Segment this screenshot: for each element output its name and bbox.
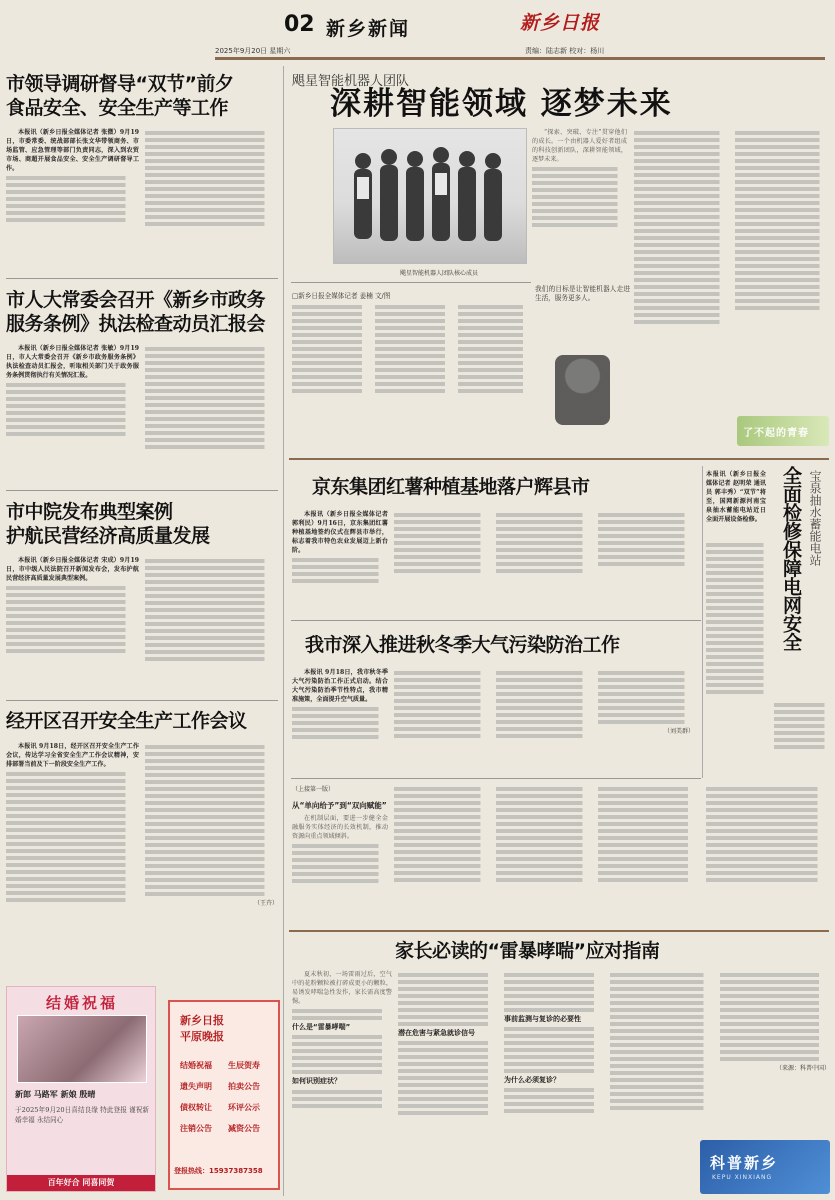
feature-headline: 深耕智能领域 逐梦未来 [330, 86, 673, 122]
power-lead [706, 470, 766, 536]
ad-footer: 百年好合 同喜同贺 [7, 1175, 155, 1191]
feature-col-2 [634, 128, 729, 428]
ad-paper-1: 新乡日报 [180, 1014, 224, 1027]
lead-paragraph: 本报讯 9月18日，经开区召开安全生产工作会议，传达学习全省安全生产工作会议精神，安排部署当前及下一阶段安全生产工作。 [6, 743, 139, 769]
lead-paragraph: 夏末秋初，一场雷雨过后，空气中的花粉颗粒被打碎成更小的颗粒，易诱发哮喘急性发作，家长需高度警惕。 [292, 971, 392, 1006]
paper-name-logo: 新乡日报 [520, 12, 601, 34]
ad-service-item: 债权转让 [180, 1103, 212, 1112]
thunder-headline: 家长必读的“雷暴哮喘”应对指南 [395, 940, 660, 962]
page-number: 02 [284, 12, 315, 37]
team-photo [333, 128, 527, 264]
lead-paragraph: 在机制层面，要进一步健全金融服务实体经济的长效机制，推动资源向重点领域倾斜。 [292, 815, 388, 841]
masthead-rule [215, 57, 825, 60]
kepu-badge [700, 1140, 830, 1194]
subhead: 事前监测与复诊的必要性 [504, 1015, 581, 1023]
masthead [0, 0, 835, 62]
pullquote-text: 我们的目标是让智能机器人走进生活，服务更多人。 [535, 285, 630, 303]
feature-kicker: 飓星智能机器人团队 [292, 74, 410, 89]
headline: 市中院发布典型案例 [6, 501, 173, 523]
lead-paragraph: 本报讯 9月18日，我市秋冬季大气污染防治工作正式启动。结合大气污染防治季节性特点，我市精准施策，全面提升空气质量。 [292, 669, 388, 704]
lead-paragraph: 本报讯（新乡日报全媒体记者 赵明荣 通讯员 郭丰秀）“双节”将至，国网新源河南宝泉抽水蓄能电站近日全面开展设备检修。 [706, 471, 766, 524]
photo-caption: 飓星智能机器人团队核心成员 [400, 270, 479, 277]
ad-title: 结婚祝福 [45, 994, 118, 1012]
continued-col-3 [496, 784, 592, 926]
jd-headline: 京东集团红薯种植基地落户辉县市 [312, 476, 590, 498]
power-kicker: 宝泉抽水蓄能电站 [808, 470, 822, 566]
headline-line2: 护航民营经济高质量发展 [6, 525, 210, 547]
subhead: 潜在危害与紧急就诊信号 [398, 1029, 475, 1037]
ad-service-item: 注销公告 [180, 1124, 212, 1133]
wedding-wish: 于2025年9月20日喜结良缘 特此登报 谨祝新婚幸福 永结同心 [15, 1106, 149, 1124]
feature-col-6 [458, 302, 530, 444]
continued-col-1 [292, 814, 388, 926]
continued-subhead: 从“单向给予”到“双向赋能” [292, 801, 387, 810]
jd-col-4 [598, 510, 694, 610]
air-col-1 [292, 668, 388, 774]
continued-tag: （上接第一版） [292, 786, 335, 793]
section-title: 新乡新闻 [326, 18, 411, 40]
ad-service-item: 环评公示 [228, 1103, 260, 1112]
editors-line: 责编：陆志新 校对：杨川 [525, 47, 605, 55]
continued-col-4 [598, 784, 698, 926]
power-col-1 [706, 540, 770, 778]
feature-pullquote [535, 285, 630, 435]
kepu-label-en: KEPU XINXIANG [712, 1174, 773, 1181]
ad-service-item: 遗失声明 [180, 1082, 212, 1091]
ad-classified [168, 1000, 280, 1190]
headline: 市领导调研督导“双节”前夕 [6, 73, 234, 95]
headline-line2: 服务条例》执法检查动员汇报会 [6, 313, 266, 335]
subhead: 什么是“雷暴哮喘” [292, 1023, 351, 1032]
air-col-4 [598, 668, 694, 774]
headline-line2: 食品安全、安全生产等工作 [6, 97, 229, 119]
article-people-congress [6, 288, 278, 484]
youth-stamp [737, 416, 829, 446]
lead-paragraph: 本报讯（新乡日报全媒体记者 郭利民）9月16日，京东集团红薯种植基地签约仪式在辉县市举行，标志着我市特色农业发展迈上新台阶。 [292, 511, 388, 555]
wedding-photo [17, 1015, 147, 1083]
ad-wedding [6, 986, 156, 1192]
ad-paper-2: 平原晚报 [180, 1030, 224, 1043]
power-headline: 全面检修保障电网安全 [780, 466, 802, 651]
ad-service-list [180, 1060, 276, 1134]
byline: （王卉） [253, 900, 278, 907]
couple-names: 新郎 马路军 新娘 殷晴 [15, 1090, 96, 1099]
thunder-col-2 [398, 970, 498, 1192]
air-headline: 我市深入推进秋冬季大气污染防治工作 [305, 634, 620, 656]
ad-service-item: 减资公告 [228, 1124, 260, 1133]
jd-col-1 [292, 510, 388, 610]
thunder-col-4 [610, 970, 714, 1192]
kepu-label: 科普新乡 [710, 1154, 779, 1172]
feature-col-1 [532, 128, 627, 274]
power-col-3 [706, 784, 830, 926]
feature-lead: “探索、突破、专注”贯穿他们的成长。一个由机器人爱好者组成的科技创新团队，深耕智能领域，逐梦未来。 [532, 129, 627, 164]
jd-col-2 [394, 510, 490, 610]
ad-service-item: 生辰贺寿 [228, 1061, 260, 1070]
jd-col-3 [496, 510, 592, 610]
source: （来源：科普中国） [775, 1065, 830, 1072]
ad-service-item: 拍卖公告 [228, 1082, 260, 1091]
thunder-col-1 [292, 970, 392, 1192]
lead-paragraph: 本报讯（新乡日报全媒体记者 张微）9月19日，市委常委、统战部部长张文华带领商务、市场监管、应急管理等部门负责同志，深入到农贸市场、商超开展食品安全、安全生产调研督导工作。 [6, 129, 139, 173]
team-members-illustration [334, 129, 527, 264]
power-col-2 [774, 700, 830, 778]
date-line: 2025年9月20日 星期六 [215, 47, 291, 55]
air-col-3 [496, 668, 592, 774]
continued-col-2 [394, 784, 490, 926]
ad-hotline: 登报热线：15937387358 [174, 1167, 263, 1175]
air-col-2 [394, 668, 490, 774]
byline: （刘美群） [663, 728, 694, 735]
thunder-col-5 [720, 970, 830, 1130]
thunder-col-3 [504, 970, 604, 1192]
article-safety-meeting [6, 708, 278, 978]
stamp-text: 了不起的青春 [743, 428, 809, 439]
feature-col-4 [292, 302, 370, 444]
subhead: 如何识别症状？ [292, 1077, 341, 1086]
robot-illustration [555, 355, 610, 425]
feature-col-5 [375, 302, 453, 444]
headline: 市人大常委会召开《新乡市政务 [6, 289, 266, 311]
ad-service-item: 结婚祝福 [180, 1061, 212, 1070]
headline: 经开区召开安全生产工作会议 [6, 710, 247, 732]
feature-col-3 [735, 128, 829, 418]
article-court-cases [6, 500, 278, 695]
feature-byline: □新乡日报全媒体记者 姜楠 文/图 [292, 292, 391, 300]
article-food-safety [6, 72, 278, 260]
lead-paragraph: 本报讯（新乡日报全媒体记者 宋成）9月19日，市中级人民法院召开新闻发布会，发布护航民营经济高质量发展典型案例。 [6, 557, 139, 583]
lead-paragraph: 本报讯（新乡日报全媒体记者 张敏）9月19日，市人大常委会召开《新乡市政务服务条例》执法检查动员汇报会，听取相关部门关于政务服务条例贯彻执行有关情况汇报。 [6, 345, 139, 380]
subhead: 为什么必须复诊？ [504, 1076, 560, 1085]
